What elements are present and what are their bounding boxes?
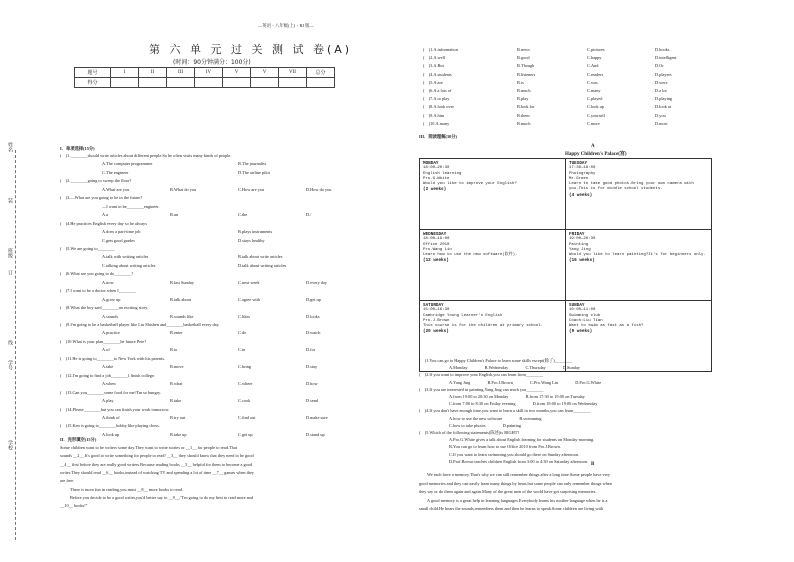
schedule-day: WEDNESDAY bbox=[423, 232, 447, 237]
passage-line: There is more fun in reading,you must __8__ more books to read. bbox=[70, 486, 184, 492]
answer-options-part: B.to bbox=[170, 347, 178, 353]
cloze-option-row-part[interactable]: ( )1.A.information bbox=[423, 47, 458, 52]
page-subtitle: (时间：90分钟满分：100分) bbox=[173, 59, 251, 66]
passage-line: good memories and they can easily learn many things by heart,but some people can only remember things when bbox=[419, 480, 612, 486]
score-cell: III bbox=[167, 68, 195, 78]
schedule-desc: Want to swim as fast as a fish? bbox=[569, 324, 644, 329]
answer-options-part: A.play bbox=[102, 398, 114, 404]
cloze-option-row-part: D.most bbox=[655, 120, 668, 126]
schedule-count: (20 weeks) bbox=[423, 329, 449, 335]
passage-title: Happy Children's Palace(宫) bbox=[565, 152, 627, 157]
answer-options-part: A.sounds bbox=[102, 313, 119, 319]
cloze-option-row-part: C.was bbox=[587, 79, 598, 85]
answer-options-part: D.The airline pilot bbox=[238, 169, 270, 175]
question-stem: ( )13.Can you________some food for me?I'm so hungry. bbox=[60, 389, 161, 395]
passage-line: Before you decide to be a good writer,you'd better say to __9__,"I'm going to do my best to read more and bbox=[70, 494, 253, 500]
answer-options-part: A.What are you bbox=[102, 186, 130, 192]
score-cell: V bbox=[251, 68, 279, 78]
answer-options-part: B.The journalist bbox=[238, 161, 266, 167]
question-stem: ( )1.________should write articles about different people.So he often visits many kinds of people. bbox=[60, 153, 232, 158]
answer-options: D.Prof.Brown teaches children English from 3:00 to 4:30 on Saturday afternoon. bbox=[449, 458, 589, 464]
answer-options: C.from 7:00 to 8:30 on Friday evening D.from 18:00 to 19:00 on Wednesday bbox=[449, 401, 598, 407]
binding-dashed-line bbox=[15, 150, 16, 540]
schedule-teacher: Coach:Liu Tian bbox=[569, 318, 603, 323]
schedule-teacher: Pro.J.Brown bbox=[423, 318, 450, 323]
answer-options-part: C.The engineer bbox=[102, 169, 129, 175]
schedule-count: (4 weeks) bbox=[569, 192, 593, 198]
answer-options-part: B.move bbox=[170, 364, 184, 370]
schedule-count: (12 weeks) bbox=[423, 258, 449, 264]
schedule-desc: Learn how to use the new software(软件). bbox=[423, 253, 518, 258]
binding-label: 订 bbox=[7, 270, 12, 275]
schedule-count: (2 weeks) bbox=[423, 187, 447, 193]
answer-options-part: C.the bbox=[238, 212, 248, 218]
cloze-option-row-part[interactable]: ( )3.A.But bbox=[423, 63, 444, 69]
score-input-cell[interactable] bbox=[307, 78, 335, 88]
passage-line: __10__ books!" bbox=[60, 503, 88, 509]
cloze-option-row-part: D.a lot bbox=[655, 88, 667, 93]
answer-options-part: B.talk about write articles bbox=[238, 254, 283, 260]
answer-options-part: A.now bbox=[102, 279, 114, 285]
binding-label: 学号 bbox=[7, 360, 12, 370]
answer-options-part: D.send bbox=[306, 398, 319, 404]
right-page bbox=[397, 0, 794, 562]
schedule-time: 15:00—16:30 bbox=[423, 308, 450, 313]
cloze-option-row-part: D.players bbox=[655, 71, 672, 77]
binding-label: 装 bbox=[7, 198, 12, 203]
cloze-option-row-part[interactable]: ( )7.A.to play bbox=[423, 96, 450, 102]
passage-line: they say or do them again and again.Many of the great men of the world have got surprising memories. bbox=[419, 489, 597, 495]
passage-line: writer.They should read __6__ books,instead of watching TV and spending a lot of time __7__ games when they bbox=[60, 469, 254, 475]
answer-options: A.how to use the new software B.swimming bbox=[449, 415, 542, 421]
answer-options: C.If you want to learn swimming,you should go there on Sunday afternoon. bbox=[449, 451, 580, 457]
schedule-teacher: Pro.Wang Lin bbox=[423, 247, 452, 252]
score-cell: VII bbox=[279, 68, 307, 78]
cloze-option-row-part[interactable]: ( )10.A.many bbox=[423, 120, 450, 126]
passage-letter: B bbox=[591, 462, 595, 467]
cloze-option-row-part: B.them bbox=[517, 112, 530, 118]
question-stem: ( )10.What is your plan________he future Pete? bbox=[60, 338, 147, 344]
score-input-cell[interactable] bbox=[223, 78, 251, 88]
answer-options-part: A.grow up bbox=[102, 296, 121, 302]
question-line: —I want to be________engineer. bbox=[102, 203, 160, 209]
cloze-option-row-part: D.you bbox=[655, 112, 666, 118]
cloze-option-row-part: C.look up bbox=[587, 104, 604, 110]
cloze-option-row-part[interactable]: ( )8.A.look over bbox=[423, 104, 454, 110]
schedule-teacher: Mr.Green bbox=[569, 176, 589, 181]
question-stem: ( )8.What the boy said________an exciting story. bbox=[60, 305, 149, 311]
answer-options-part: A.take bbox=[102, 364, 114, 370]
answer-options-part: A.practice bbox=[102, 330, 120, 336]
question-stem: ( )6.What are you going to do________? bbox=[60, 271, 134, 277]
schedule-desc: Would you like to improve your English? bbox=[423, 182, 517, 187]
cloze-option-row-part[interactable]: ( )6.A.a lots of bbox=[423, 88, 452, 93]
score-cell: I bbox=[111, 68, 139, 78]
passage-line: A good memory is a great help in learning languages.Everybody learns his mother language when he is a bbox=[427, 497, 608, 503]
schedule-time: 17:30—19:00 bbox=[569, 166, 596, 171]
answer-options-part: B.plays instruments bbox=[238, 229, 273, 235]
answer-options-part: A.of bbox=[102, 347, 110, 353]
schedule-day: FRIDAY bbox=[569, 232, 585, 237]
cloze-option-row-part: D.intelligent bbox=[655, 55, 677, 61]
cloze-option-row-part: B.Though bbox=[517, 63, 535, 69]
passage-line: are free. bbox=[60, 478, 75, 484]
answer-options-part: C.How are you bbox=[238, 186, 265, 192]
answer-options-part: C.gets good grades bbox=[102, 237, 135, 243]
answer-options-part: D.every day bbox=[306, 279, 327, 285]
cloze-option-row-part: B.play bbox=[517, 96, 529, 102]
score-table bbox=[74, 67, 335, 88]
question-stem: ( )12.I'm going to find a job________I finish college. bbox=[60, 372, 155, 378]
schedule-teacher: Yang Jing bbox=[569, 247, 591, 252]
answer-options-part: B.What do you bbox=[170, 186, 197, 192]
score-input-cell[interactable] bbox=[167, 78, 195, 88]
cloze-option-row-part: C.happy bbox=[587, 55, 602, 61]
answer-options-part: A.The computer programmer bbox=[102, 161, 153, 167]
schedule-subject: Painting bbox=[569, 242, 589, 247]
schedule-subject: Cambridge Young Learner's English bbox=[423, 313, 503, 318]
answer-options-part: D.get up bbox=[306, 296, 321, 302]
answer-options: A.Yang Jing B.Pro.J.Brown C.Pro.Wang Lin D.Pro.G.White bbox=[449, 379, 602, 385]
cloze-option-row-part: C.And bbox=[587, 63, 599, 69]
cloze-option-row-part: B.listeners bbox=[517, 71, 536, 77]
schedule-day: SATURDAY bbox=[423, 303, 444, 308]
question-stem: ( )5.Which of the following statements(陈述)is RIGHT? bbox=[419, 430, 520, 435]
answer-options-part: C.in bbox=[238, 347, 246, 353]
binding-label: 线 bbox=[7, 340, 12, 345]
schedule-cell bbox=[566, 159, 712, 230]
schedule-time: 18:00—20:30 bbox=[423, 166, 450, 171]
schedule-time: 18:00—19:00 bbox=[423, 237, 450, 242]
question-stem: ( )7.I want to be a doctor when I________ bbox=[60, 288, 136, 294]
cloze-option-row-part: B.look for bbox=[517, 104, 535, 110]
question-stem: ( )4.He practices English every day so he always bbox=[60, 220, 147, 226]
cloze-option-row-part: C.readers bbox=[587, 71, 604, 77]
answer-options-part: B.talk about bbox=[170, 296, 192, 302]
schedule-subject: Swimming club bbox=[569, 313, 601, 318]
passage-line: sounds __2__.It's good to write something for people to read! __3__ they should know that they need to be good bbox=[60, 453, 254, 459]
question-stem: ( )1.You can go to Happy Children's Palace to learn some skills except(除了)________ bbox=[419, 358, 572, 363]
schedule-day: SUNDAY bbox=[569, 303, 585, 308]
answer-options-part: D.make sure bbox=[306, 414, 328, 420]
schedule-cell bbox=[420, 230, 566, 301]
answer-options-part: C.next week bbox=[238, 279, 260, 285]
schedule-subject: Photography bbox=[569, 171, 596, 176]
answer-options-part: B.take bbox=[170, 398, 182, 404]
binding-label: 姓名 bbox=[7, 142, 12, 152]
binding-label: 学校 bbox=[7, 440, 12, 450]
score-input-cell[interactable] bbox=[279, 78, 307, 88]
answer-options-part: C.cook bbox=[238, 398, 251, 404]
answer-options-part: C.talking about writing articles bbox=[102, 262, 156, 268]
answer-options-part: D.stand up bbox=[306, 431, 325, 437]
score-cell: IV bbox=[195, 68, 223, 78]
passage-line: We each have a memory.That's why we can still remember things after a long time.Some people have very bbox=[427, 472, 611, 477]
cloze-option-row-part: D.Or bbox=[655, 63, 664, 69]
schedule-teacher: Pro.G.White bbox=[423, 176, 450, 181]
schedule-time: 10:00—11:00 bbox=[569, 308, 596, 313]
answer-options-part: B.what bbox=[170, 381, 183, 387]
answer-options: A.Pro.G.White gives a talk about English learning for students on Monday morning. bbox=[449, 437, 595, 443]
schedule-time: 19:00—20:30 bbox=[569, 237, 596, 242]
cloze-option-row-part: B.much bbox=[517, 88, 531, 93]
cloze-option-row-part: C.more bbox=[587, 120, 600, 126]
score-cell: 得分 bbox=[75, 78, 111, 88]
passage-line: Some children want to be writers some day.They want to write stories or __1__ for people to read.That bbox=[60, 445, 237, 450]
schedule-subject: Office 2010 bbox=[423, 242, 450, 247]
passage-line: __4__ first before they are really good writers.Because reading books __5__ helpful for them to become a good bbox=[60, 461, 253, 467]
answer-options-part: B.try out bbox=[170, 414, 186, 420]
section-heading: I．单项选择(15分) bbox=[60, 146, 95, 151]
answer-options: B.You can go to learn how to use Office 2010 from Pro.J.Brown. bbox=[449, 444, 561, 450]
question-stem: ( )14.Please________but you can finish your work tomorrow. bbox=[60, 406, 170, 412]
cloze-option-row-part[interactable]: ( )9.A.him bbox=[423, 112, 445, 118]
cloze-option-row-part: D.books bbox=[655, 47, 670, 52]
answer-options-part: A.does a part-time job bbox=[102, 229, 141, 235]
cloze-option-row-part: B.good bbox=[517, 55, 530, 61]
score-cell: V bbox=[223, 68, 251, 78]
question-stem: ( )5.We are going to________ bbox=[60, 245, 115, 251]
cloze-option-row-part: B.is bbox=[517, 79, 524, 85]
question-stem: ( )11.He is going to________to New York with his parents. bbox=[60, 355, 165, 361]
cloze-option-row-part: C.yourself bbox=[587, 112, 606, 118]
question-stem: ( )3.If you are interested in painting,Yang Jing can teach you________ bbox=[419, 386, 544, 392]
answer-options-part: A.look up bbox=[102, 431, 120, 437]
schedule-desc: This course is for the children at primary school. bbox=[423, 324, 544, 329]
cloze-option-row-part[interactable]: ( )2.A.well bbox=[423, 55, 445, 61]
score-table-score-row bbox=[75, 78, 335, 88]
schedule-day: TUESDAY bbox=[569, 161, 588, 166]
schedule-cell bbox=[566, 301, 712, 372]
cloze-option-row-part: B.news bbox=[517, 47, 530, 52]
schedule-cell bbox=[566, 230, 712, 301]
answer-options-part: D.stays healthy bbox=[238, 237, 265, 243]
question-stem: ( )9.I'm going to be a basketball player like Liu Shishen and________basketball every day. bbox=[60, 322, 220, 327]
cloze-option-row-part[interactable]: ( )5.A.are bbox=[423, 79, 443, 85]
answer-options-part: C.agree with bbox=[238, 296, 260, 302]
section-heading: III．阅读理解(30分) bbox=[419, 134, 457, 139]
binding-label: 班级 bbox=[7, 248, 12, 258]
cloze-option-row-part: C.many bbox=[587, 88, 601, 93]
answer-options-part: B.an bbox=[170, 212, 178, 218]
answer-options-part: C.where bbox=[238, 381, 253, 387]
schedule-table bbox=[419, 158, 712, 372]
schedule-day: MONDAY bbox=[423, 161, 439, 166]
answer-options-part: D.How do you bbox=[306, 186, 332, 192]
score-cell: 总分 bbox=[307, 68, 335, 78]
header-line: —英语・八年级(上)・RJ 版— bbox=[258, 23, 314, 28]
answer-options-part: D./ bbox=[306, 212, 312, 218]
answer-options-part: C.do bbox=[238, 330, 247, 336]
score-table-header-row bbox=[75, 68, 335, 78]
answer-options-part: C.likes bbox=[238, 313, 251, 319]
schedule-desc: Learn to take good photos.Bring your own camera with you.This is for middle school students. bbox=[569, 182, 694, 192]
answer-options-part: D.how bbox=[306, 381, 318, 387]
schedule-subject: English learning bbox=[423, 171, 462, 176]
answer-options: C.how to take photos D.painting bbox=[449, 422, 521, 428]
answer-options-part: B.sounds like bbox=[170, 313, 194, 319]
schedule-desc: Would you like to learn painting?It's for beginners only. bbox=[569, 253, 706, 258]
score-input-cell[interactable] bbox=[111, 78, 139, 88]
answer-options-part: A.talk with writing articles bbox=[102, 254, 149, 260]
schedule-cell bbox=[420, 159, 566, 230]
cloze-option-row-part: D.look at bbox=[655, 104, 671, 110]
passage-letter: A bbox=[591, 144, 595, 149]
schedule-count: (9 weeks) bbox=[569, 329, 593, 335]
cloze-option-row-part[interactable]: ( )4.A.students bbox=[423, 71, 452, 77]
question-stem: ( )4.If you don't have enough time,you want to learn a skill in two months,you can learn________ bbox=[419, 408, 591, 414]
answer-options-part: D.stay bbox=[306, 364, 318, 370]
cloze-option-row-part: B.much bbox=[517, 120, 531, 126]
score-input-cell[interactable] bbox=[139, 78, 167, 88]
cloze-option-row-part: C.pictures bbox=[587, 47, 605, 52]
score-input-cell[interactable] bbox=[251, 78, 279, 88]
schedule-count: (16 weeks) bbox=[569, 258, 595, 264]
answer-options-part: B.take up bbox=[170, 431, 187, 437]
question-stem: ( )2.If you want to improve your English,you can learn from________ bbox=[419, 372, 543, 378]
answer-options: A.from 19:00 to 20:30 on Monday B.from 17:30 to 19:00 on Tuesday bbox=[449, 394, 585, 399]
passage-line: small child.He hears the sounds,remembers them and then he learns to speak.Some children are living with bbox=[419, 506, 604, 512]
answer-options-part: A.a bbox=[102, 212, 109, 218]
answer-options-part: C.find out bbox=[238, 414, 256, 420]
score-cell: II bbox=[139, 68, 167, 78]
answer-options: A.Monday B.Wednesday C.Thursday D.Sunday bbox=[449, 365, 580, 371]
score-input-cell[interactable] bbox=[195, 78, 223, 88]
answer-options-part: C.bring bbox=[238, 364, 252, 370]
answer-options-part: A.think of bbox=[102, 414, 120, 420]
answer-options-part: D.looks bbox=[306, 313, 320, 319]
section-heading: II．完形填空(15分) bbox=[60, 437, 97, 442]
answer-options-part: A.when bbox=[102, 381, 116, 387]
page-title: 第 六 单 元 过 关 测 试 卷(A) bbox=[149, 43, 353, 56]
question-stem: ( )3.—What are you going to be in the future? bbox=[60, 195, 143, 201]
score-cell: 题号 bbox=[75, 68, 111, 78]
question-stem: ( )15.Ken is going to________hobby like playing chess. bbox=[60, 423, 160, 429]
question-stem: ( )2.________going to sweep the floor? bbox=[60, 178, 132, 184]
cloze-option-row-part: C.played bbox=[587, 96, 603, 102]
answer-options-part: B.enter bbox=[170, 330, 183, 336]
cloze-option-row-part: D.playing bbox=[655, 96, 673, 102]
answer-options-part: D.talk about writing articles bbox=[238, 262, 287, 268]
answer-options-part: C.get up bbox=[238, 431, 253, 437]
cloze-option-row-part: D.were bbox=[655, 79, 668, 85]
answer-options-part: D.watch bbox=[306, 330, 321, 336]
answer-options-part: D.for bbox=[306, 347, 316, 353]
answer-options-part: B.last Sunday bbox=[170, 279, 194, 285]
